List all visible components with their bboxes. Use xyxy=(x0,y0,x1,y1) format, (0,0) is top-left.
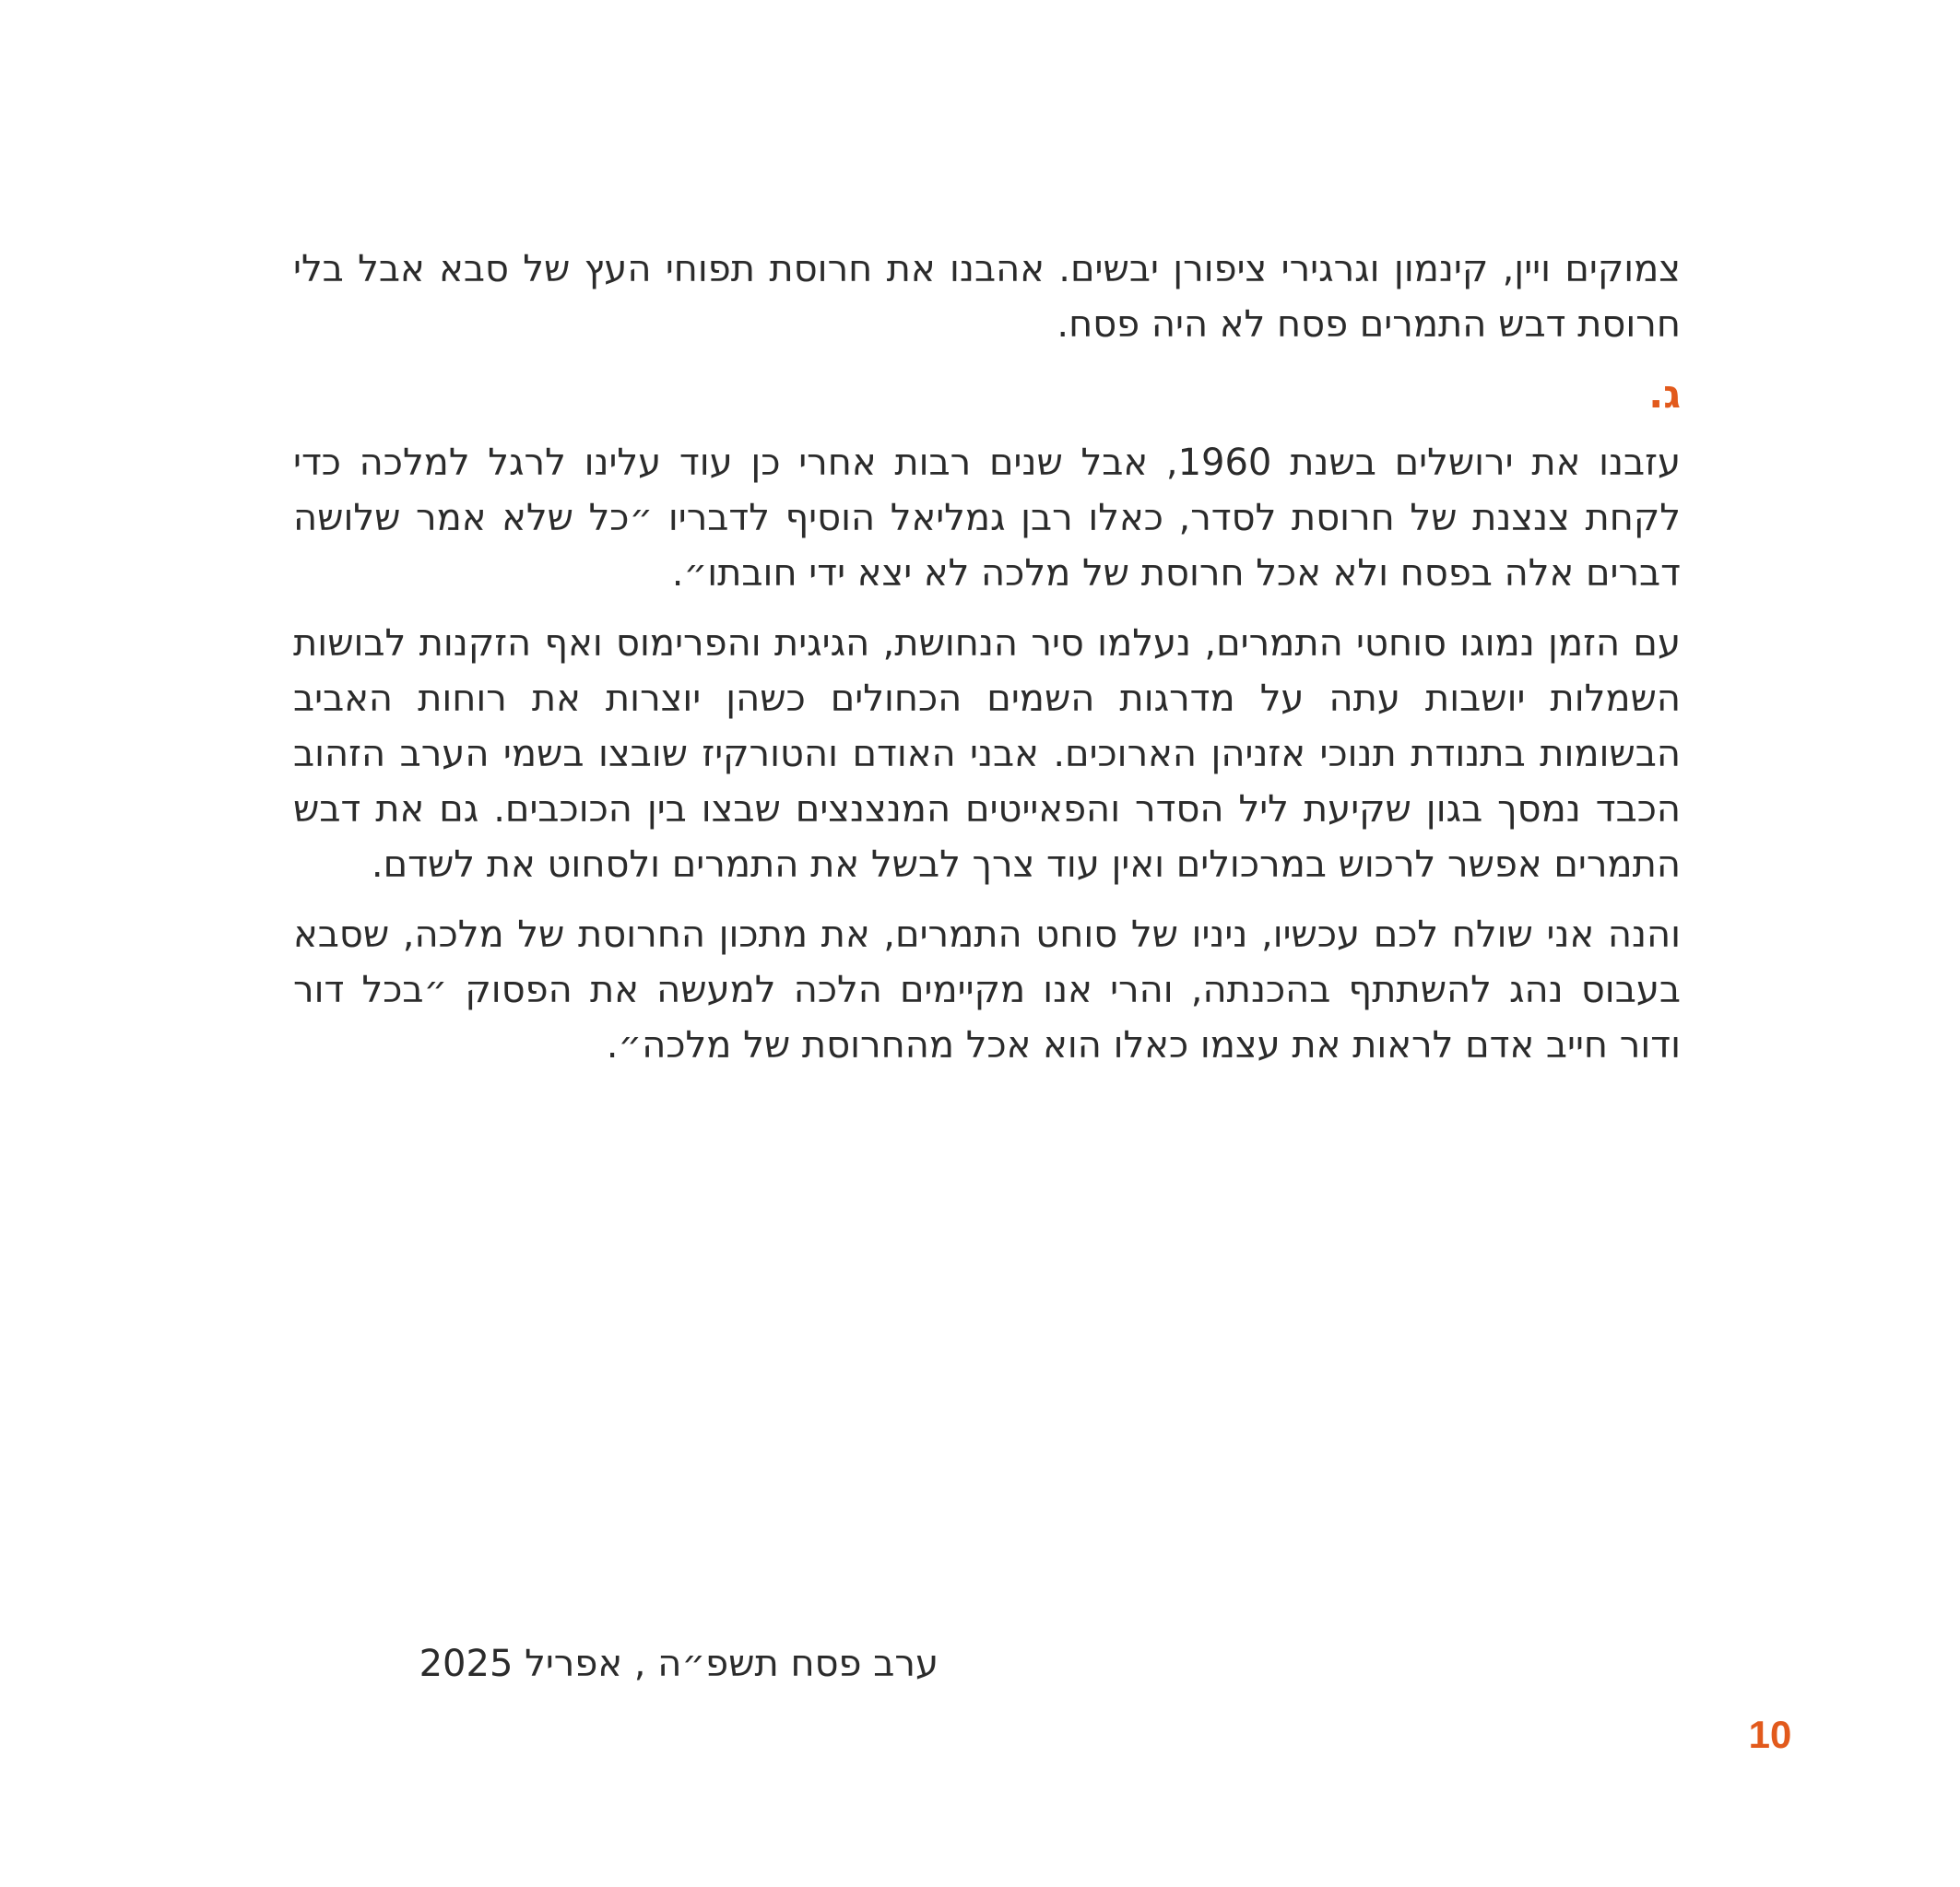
page-number: 10 xyxy=(1748,1713,1792,1756)
paragraph-3: והנה אני שולח לכם עכשיו, ניניו של סוחט התמרים, את מתכון החרוסת של מלכה, שסבא בעבוס נהג להשתתף בהכנתה, והרי אנו מקיימים הלכה למעשה את הפסוק ״בכל דור ודור חייב אדם לראות את עצמו כאלו הוא אכל מהחרוסת של מלכה״. xyxy=(293,914,1681,1067)
paragraph-1: עזבנו את ירושלים בשנת 1960, אבל שנים רבות אחרי כן עוד עלינו לרגל למלכה כדי לקחת צנצנת של חרוסת לסדר, כאלו רבן גמליאל הוסיף לדבריו ״כל שלא אמר שלושה דברים אלה בפסח ולא אכל חרוסת של מלכה לא יצא ידי חובתו״. xyxy=(293,442,1681,595)
signature-date: ערב פסח תשפ״ה , אפריל 2025 xyxy=(419,1643,939,1685)
paragraph-2: עם הזמן נמוגו סוחטי התמרים, נעלמו סיר הנחושת, הגיגית והפרימוס ואף הזקנות לבושות השמלות יושבות עתה על מדרגות השמים הכחולים כשהן יוצרות את רוחות האביב הבשומות בתנודת תנוכי אזניהן הארוכים. אבני האודם והטורקיז שובצו בשמי הערב הזהוב הכבד נמסך בגון שקיעת ליל הסדר והפאייטים המנצנצים שבצו בין הכוכבים. גם את דבש התמרים אפשר לרכוש במרכולים ואין עוד צרך לבשל את התמרים ולסחוט את לשדם. xyxy=(293,622,1681,886)
paragraph-intro: צמוקים ויין, קינמון וגרגירי ציפורן יבשים. אהבנו את חרוסת תפוחי העץ של סבא אבל בלי חרוסת דבש התמרים פסח לא היה פסח. xyxy=(293,248,1681,346)
section-heading: ג. xyxy=(1648,372,1681,417)
body-text xyxy=(293,242,1681,1088)
